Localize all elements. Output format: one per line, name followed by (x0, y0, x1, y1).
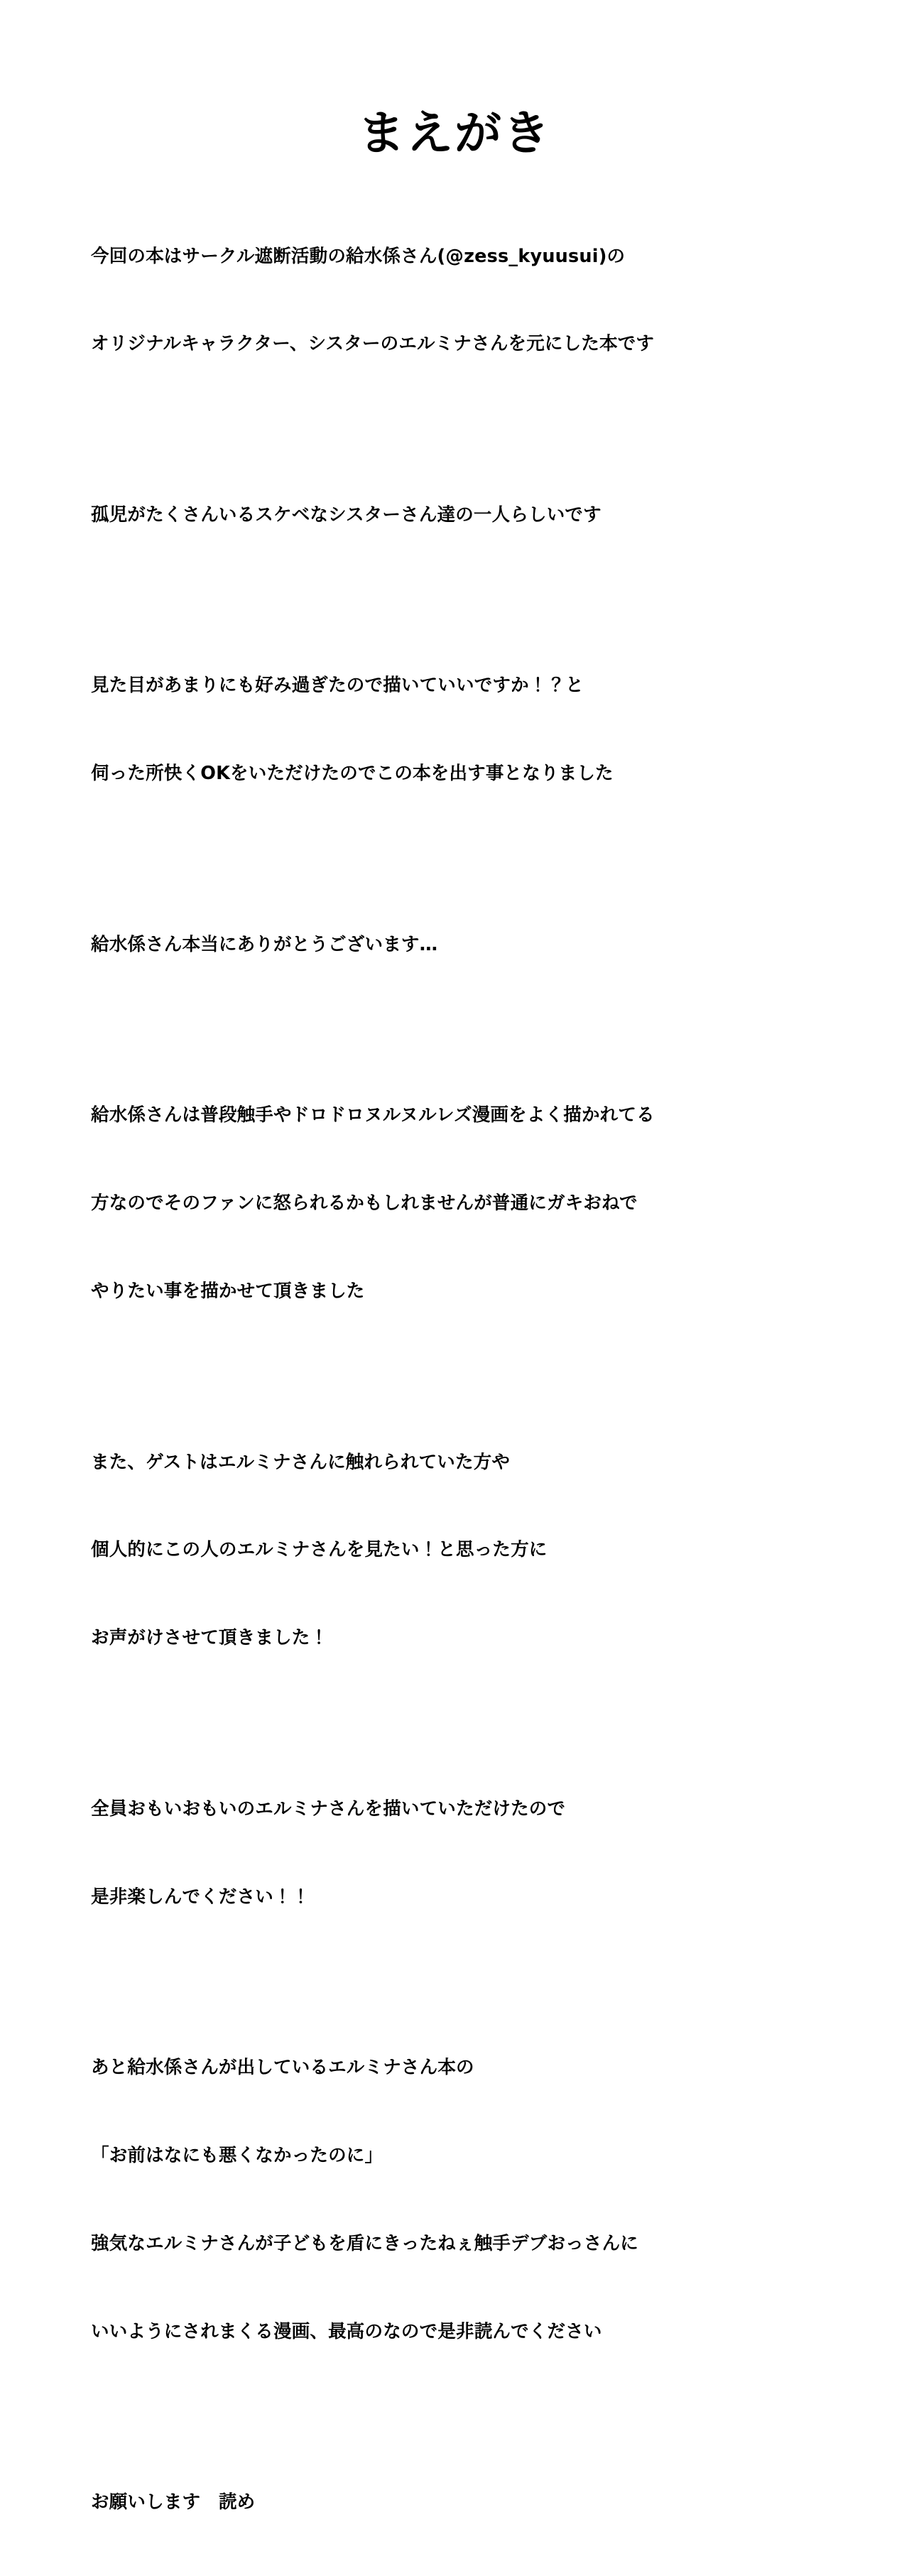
text-line: 孤児がたくさんいるスケベなシスターさん達の一人らしいです (91, 504, 602, 526)
text-line: やりたい事を描かせて頂きました (91, 1281, 365, 1303)
text-line: 是非楽しんでください！！ (91, 1886, 310, 1908)
text-line: いいようにされまくる漫画、最高のなので是非読んでください (91, 2320, 602, 2342)
paragraph-usual-style (91, 1043, 815, 1365)
text-line: オリジナルキャラクター、シスターのエルミナさんを元にした本です (91, 333, 655, 355)
text-line: 給水係さん本当にありがとうございます… (91, 933, 438, 955)
text-line: お願いします 読め (91, 2491, 256, 2513)
paragraph-orphans (91, 442, 815, 588)
text-line: また、ゲストはエルミナさんに触れられていた方や (91, 1451, 511, 1473)
paragraph-guests (91, 1389, 815, 1712)
paragraph-enjoy (91, 1736, 815, 1970)
text-line: 伺った所快くOKをいただけたのでこの本を出す事となりました (91, 763, 614, 785)
text-line: あと給水係さんが出しているエルミナさん本の (91, 2057, 474, 2079)
afterword-body (91, 183, 815, 2576)
paragraph-closing (91, 2430, 815, 2576)
text-line: 給水係さんは普段触手やドロドロヌルヌルレズ漫画をよく描かれてる (91, 1104, 655, 1126)
text-line: 全員おもいおもいのエルミナさんを描いていただけたので (91, 1798, 566, 1820)
text-line: 強気なエルミナさんが子どもを盾にきったねぇ触手デブおっさんに (91, 2233, 639, 2254)
paragraph-permission (91, 613, 815, 847)
paragraph-recommend (91, 1995, 815, 2406)
paragraph-thanks (91, 871, 815, 1018)
text-line: 個人的にこの人のエルミナさんを見たい！と思った方に (91, 1539, 548, 1561)
paragraph-intro-circle (91, 183, 815, 418)
text-line: 見た目があまりにも好み過ぎたので描いていいですか！？と (91, 675, 584, 697)
text-line: 「お前はなにも悪くなかったのに」 (91, 2145, 383, 2167)
text-line: 方なのでそのファンに怒られるかもしれませんが普通にガキおねで (91, 1192, 638, 1214)
page-title: まえがき (358, 106, 551, 161)
text-line: お声がけさせて頂きました！ (91, 1627, 329, 1649)
text-line: 今回の本はサークル遮断活動の給水係さん(@zess_kyuusui)の (91, 245, 626, 267)
